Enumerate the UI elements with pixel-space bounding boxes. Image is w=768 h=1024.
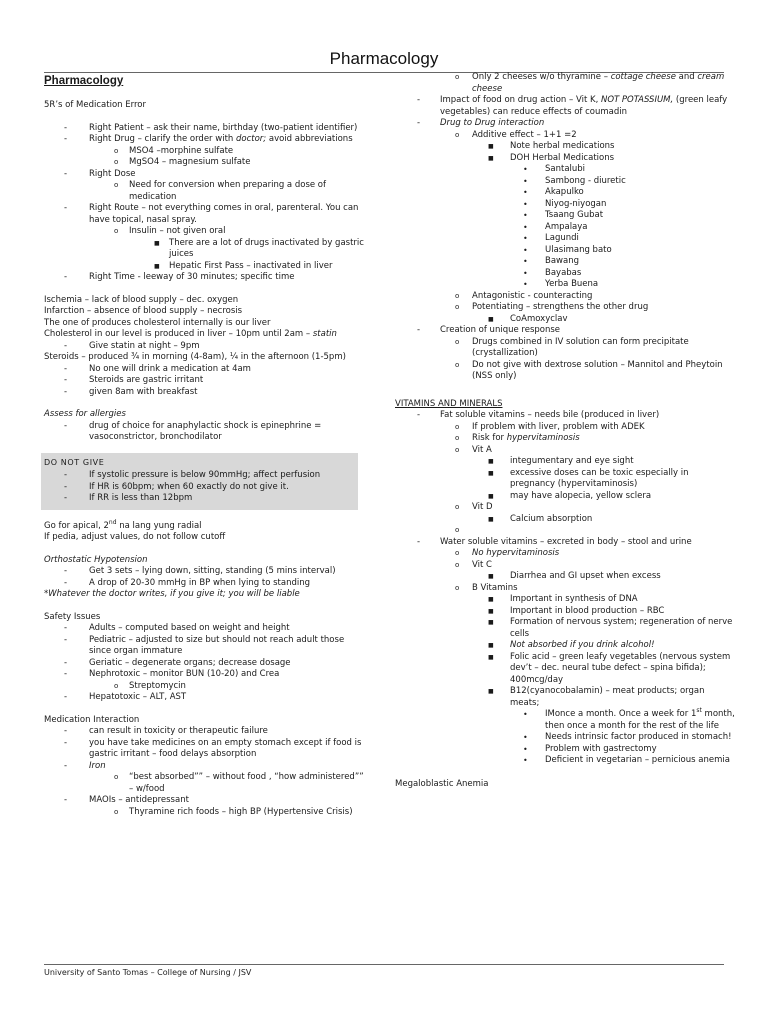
list-item: - If HR is 60bpm; when 60 exactly do not give it. xyxy=(64,481,289,492)
list-item: o Additive effect – 1+1 =2 xyxy=(455,129,577,140)
list-item: o No hypervitaminosis xyxy=(455,548,560,558)
list-item: - given 8am with breakfast xyxy=(64,386,198,397)
list-item: - Adults – computed based on weight and height xyxy=(64,623,290,633)
subheading: Assess for allergies xyxy=(44,409,126,419)
list-item: - Drug to Drug interaction xyxy=(417,118,545,128)
list-item: o Only 2 cheeses w/o thyramine – cottage cheese and cream cheese xyxy=(455,72,725,94)
list-item: • Problem with gastrectomy xyxy=(523,743,657,754)
list-item: - Fat soluble vitamins – needs bile (produced in liver) xyxy=(417,410,660,420)
list-item: ■ may have alopecia, yellow sclera xyxy=(488,490,652,501)
list-item: - you have take medicines on an empty stomach except if food is gastric irritant – food delays absorption xyxy=(64,737,362,759)
list-item: o Insulin – not given oral xyxy=(114,226,226,236)
page-footer: University of Santo Tomas – College of Nursing / JSV xyxy=(44,968,252,977)
list-item: - Right Patient – ask their name, birthday (two-patient identifier) xyxy=(64,122,358,133)
subheading: Orthostatic Hypotension xyxy=(44,554,148,565)
list-item: o Antagonistic - counteracting xyxy=(455,290,593,301)
list-item: ■ Not absorbed if you drink alcohol! xyxy=(488,640,655,650)
herb-item: • Yerba Buena xyxy=(523,279,599,289)
list-item: o If problem with liver, problem with ADEK xyxy=(455,421,645,432)
list-item: ■ Folic acid – green leafy vegetables (nervous system dev’t – dec. neural tube defect – spina bifida); 400mcg/day xyxy=(488,651,731,685)
text-line: Cholesterol in our level is produced in liver – 10pm until 2am – statin xyxy=(44,329,337,339)
list-item: ■ There are a lot of drugs inactivated by gastric juices xyxy=(154,237,364,259)
herb-item: • Lagundi xyxy=(523,233,579,243)
list-item: - Nephrotoxic – monitor BUN (10-20) and Crea xyxy=(64,669,280,679)
list-item: o Thyramine rich foods – high BP (Hypertensive Crisis) xyxy=(114,806,353,817)
list-item: - If systolic pressure is below 90mmHg; affect perfusion xyxy=(64,470,321,480)
text-line: If pedia, adjust values, do not follow cutoff xyxy=(44,532,226,542)
do-not-give-box xyxy=(41,453,358,510)
list-item: - Right Dose xyxy=(64,168,136,179)
list-item: - Give statin at night – 9pm xyxy=(64,340,200,351)
herb-item: • Bawang xyxy=(523,256,579,266)
list-item: o Potentiating – strengthens the other drug xyxy=(455,302,649,312)
list-item: - A drop of 20-30 mmHg in BP when lying to standing xyxy=(64,577,310,588)
herb-item: • Ulasimang bato xyxy=(523,244,612,255)
list-item: ■ Important in synthesis of DNA xyxy=(488,594,638,604)
box-title: DO NOT GIVE xyxy=(44,457,105,467)
list-item: ■ DOH Herbal Medications xyxy=(488,152,615,163)
herb-item: • Akapulko xyxy=(523,187,584,197)
list-item: o Streptomycin xyxy=(114,680,186,691)
text-line: Go for apical, 2nd na lang yung radial xyxy=(44,518,202,531)
list-item: - Steroids are gastric irritant xyxy=(64,375,204,385)
text-line: Ischemia – lack of blood supply – dec. oxygen xyxy=(44,294,239,305)
interaction-block xyxy=(44,715,364,819)
list-item: ■ Diarrhea and GI upset when excess xyxy=(488,571,661,581)
list-item: • Deficient in vegetarian – pernicious anemia xyxy=(523,755,730,765)
list-item: - can result in toxicity or therapeutic failure xyxy=(64,726,268,736)
apical-block xyxy=(44,518,364,544)
list-item: - Geriatic – degenerate organs; decrease dosage xyxy=(64,657,291,668)
list-item: ■ B12(cyanocobalamin) – meat products; organ meats; xyxy=(488,686,705,708)
list-item: - Iron xyxy=(64,760,106,771)
list-item: ■ CoAmoxyclav xyxy=(488,313,568,324)
text-line: Steroids – produced ¾ in morning (4-8am), ¼ in the afternoon (1-5pm) xyxy=(44,352,346,362)
right-column xyxy=(395,72,735,790)
herb-item: • Tsaang Gubat xyxy=(523,210,604,220)
list-item: - Creation of unique response xyxy=(417,325,561,335)
safety-block xyxy=(44,612,364,704)
subheading: Safety Issues xyxy=(44,611,101,622)
herb-item: • Niyog-niyogan xyxy=(523,198,607,209)
list-item: - No one will drink a medication at 4am xyxy=(64,363,251,374)
list-item: - Right Route – not everything comes in oral, parenteral. You can have topical, nasal spray. xyxy=(64,203,359,225)
list-item: o Drugs combined in IV solution can form precipitate (crystallization) xyxy=(455,336,689,358)
list-item: ■ Formation of nervous system; regeneration of nerve cells xyxy=(488,617,733,639)
list-item: - drug of choice for anaphylactic shock is epinephrine = vasoconstrictor, bronchodilator xyxy=(64,420,322,442)
list-item: o Risk for hypervitaminosis xyxy=(455,433,580,443)
list-item: o MSO4 –morphine sulfate xyxy=(114,145,234,156)
list-item: - Water soluble vitamins – excreted in body – stool and urine xyxy=(417,536,692,547)
list-item: o Vit D xyxy=(455,502,493,512)
list-item: ■ Note herbal medications xyxy=(488,141,615,151)
list-item: o Do not give with dextrose solution – Mannitol and Pheytoin (NSS only) xyxy=(455,359,723,381)
list-item: - Hepatotoxic – ALT, AST xyxy=(64,692,187,702)
rights-intro: 5R’s of Medication Error xyxy=(44,100,146,110)
list-item: - Pediatric – adjusted to size but should not reach adult those since organ immature xyxy=(64,634,345,656)
list-item: - MAOIs – antidepressant xyxy=(64,795,189,805)
allergies-block xyxy=(44,409,364,444)
list-item: • Needs intrinsic factor produced in stomach! xyxy=(523,732,732,742)
list-item: o MgSO4 – magnesium sulfate xyxy=(114,157,251,167)
rights-list xyxy=(44,123,364,284)
left-column xyxy=(44,72,364,818)
list-item: ■ excessive doses can be toxic especially in pregnancy (hypervitaminosis) xyxy=(488,467,689,489)
list-item: o B Vitamins xyxy=(455,582,518,593)
list-item: ■ Important in blood production – RBC xyxy=(488,605,665,616)
list-item: ■ Hepatic First Pass – inactivated in liver xyxy=(154,260,333,271)
list-item: - Right Time - leeway of 30 minutes; specific time xyxy=(64,272,295,282)
list-item: - Right Drug – clarify the order with doctor; avoid abbreviations xyxy=(64,134,353,144)
herb-item: • Ampalaya xyxy=(523,221,588,232)
text-line: Infarction – absence of blood supply – necrosis xyxy=(44,306,243,316)
list-item: o Need for conversion when preparing a dose of medication xyxy=(114,180,326,202)
list-item-empty: o xyxy=(455,526,460,534)
list-item: - Impact of food on drug action – Vit K, NOT POTASSIUM, (green leafy vegetables) can reduce effects of coumadin xyxy=(417,95,728,117)
list-item: ■ Calcium absorption xyxy=(488,513,593,524)
list-item: • IMonce a month. Once a week for 1st month, then once a month for the rest of the life xyxy=(523,707,735,731)
footer-rule xyxy=(44,964,724,965)
list-item: - Get 3 sets – lying down, sitting, standing (5 mins interval) xyxy=(64,566,336,576)
herb-list xyxy=(395,164,735,291)
orthostatic-block xyxy=(44,555,364,601)
herb-item: • Santalubi xyxy=(523,164,586,174)
list-item: o Vit C xyxy=(455,559,492,570)
terms-block xyxy=(44,295,364,399)
herb-item: • Sambong - diuretic xyxy=(523,175,626,186)
section-heading: Pharmacology xyxy=(44,75,124,87)
subheading: Medication Interaction xyxy=(44,714,140,725)
herb-item: • Bayabas xyxy=(523,267,582,278)
page-title: Pharmacology xyxy=(329,49,439,68)
list-item: o Vit A xyxy=(455,444,492,455)
text-line: The one of produces cholesterol internally is our liver xyxy=(44,317,271,328)
note-line: *Whatever the doctor writes, if you give it; you will be liable xyxy=(44,589,300,599)
list-item: o “best absorbed”” – without food , “how administered”” – w/food xyxy=(114,772,364,794)
list-item: ■ integumentary and eye sight xyxy=(488,456,634,466)
vitamins-heading: VITAMINS AND MINERALS xyxy=(395,398,503,409)
list-item: - If RR is less than 12bpm xyxy=(64,493,193,503)
text-line: Megaloblastic Anemia xyxy=(395,778,489,789)
